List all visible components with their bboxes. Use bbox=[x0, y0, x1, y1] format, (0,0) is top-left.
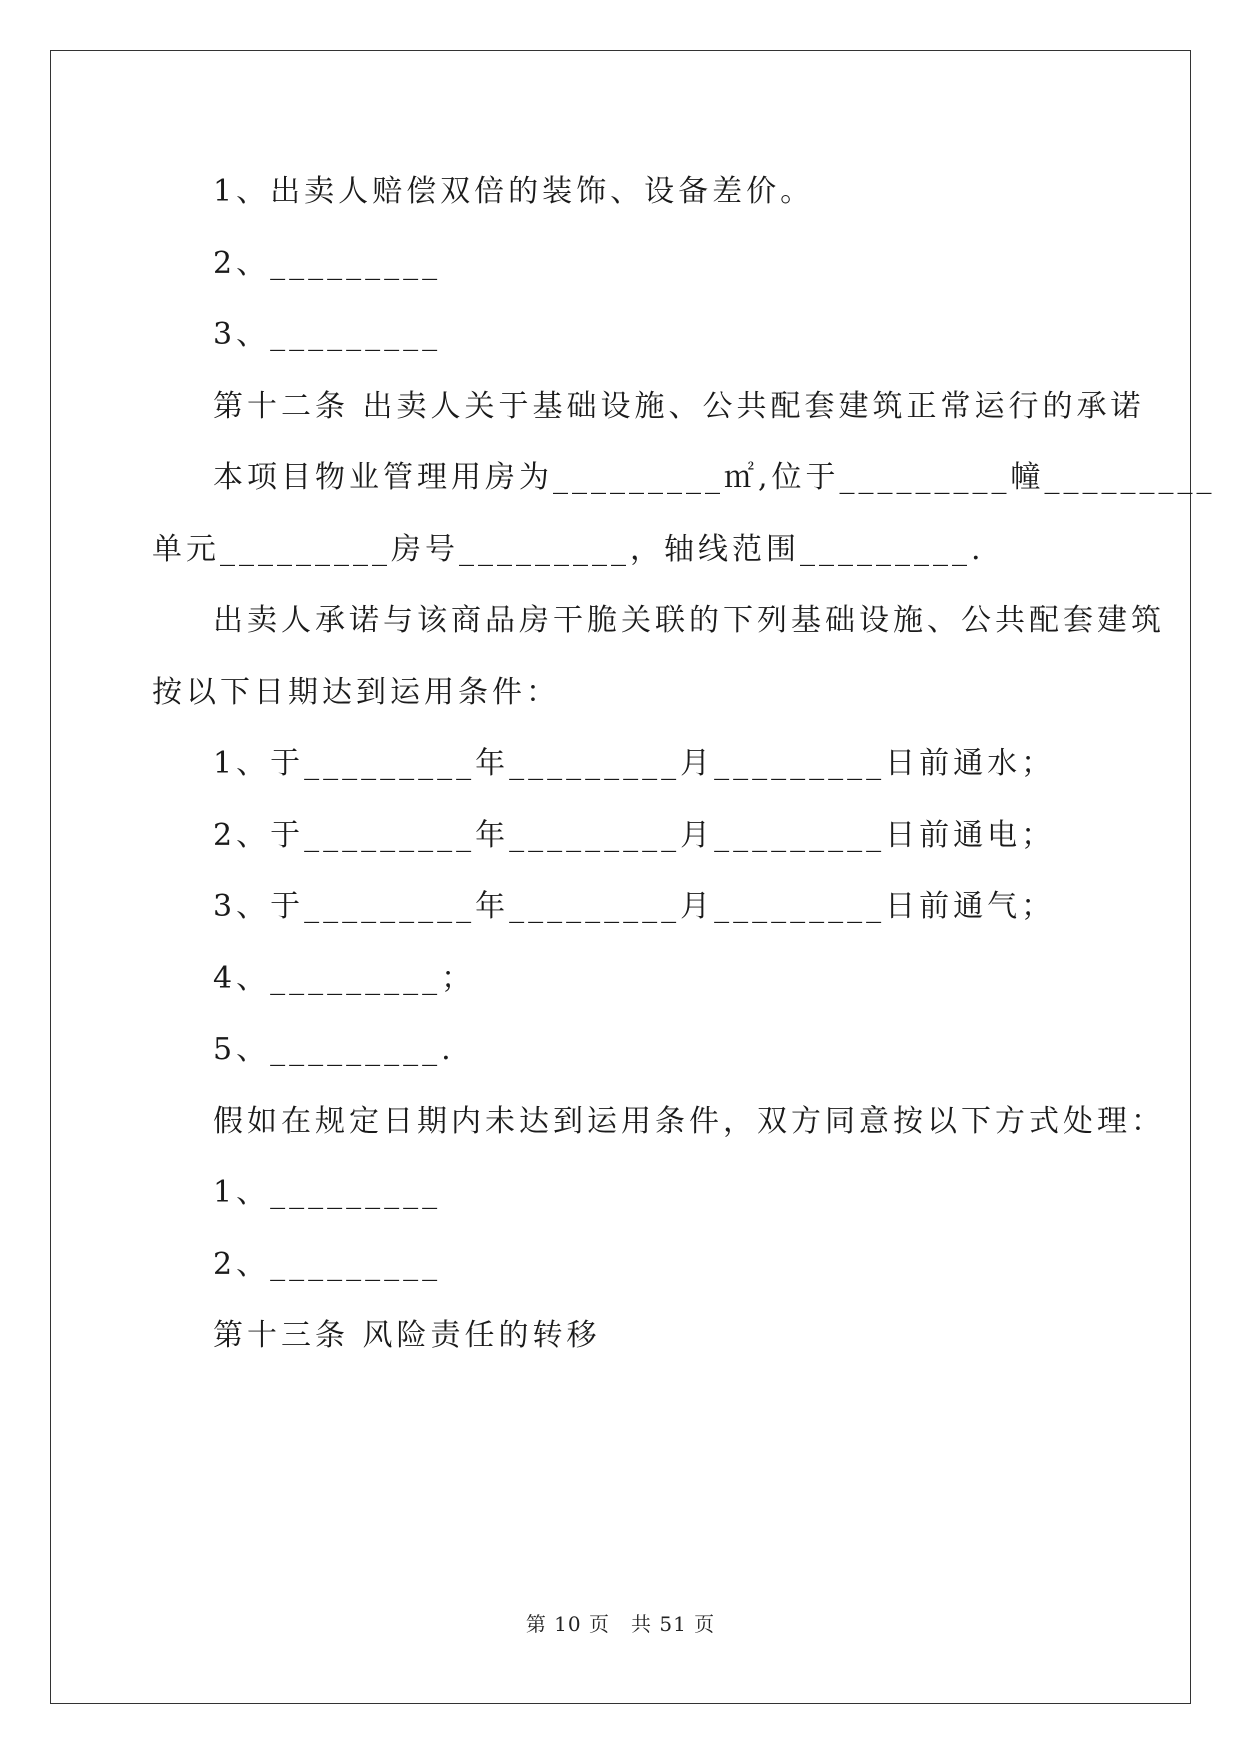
article-13-heading: 第十三条 风险责任的转移 bbox=[213, 1318, 601, 1353]
utility-item-gas: 3、于_________年_________月_________日前通气； bbox=[213, 889, 1056, 924]
delay-handling-item-1: 1、_________ bbox=[213, 1175, 442, 1210]
page-number: 第 10 页 共 51 页 bbox=[525, 1612, 716, 1636]
utility-item-5: 5、_________. bbox=[213, 1032, 455, 1067]
compensation-item-2: 2、_________ bbox=[213, 246, 442, 281]
property-room-line-1: 本项目物业管理用房为_________㎡,位于_________幢_________ bbox=[213, 460, 1216, 495]
delay-handling-item-2: 2、_________ bbox=[213, 1247, 442, 1282]
utility-item-electricity: 2、于_________年_________月_________日前通电； bbox=[213, 818, 1056, 853]
compensation-item-1: 1、出卖人赔偿双倍的装饰、设备差价。 bbox=[213, 174, 815, 209]
article-12-heading: 第十二条 出卖人关于基础设施、公共配套建筑正常运行的承诺 bbox=[213, 389, 1145, 424]
delay-handling-paragraph: 假如在规定日期内未达到运用条件，双方同意按以下方式处理： bbox=[213, 1104, 1165, 1139]
property-room-line-2: 单元_________房号_________，轴线范围_________. bbox=[152, 532, 985, 567]
utility-item-4: 4、_________； bbox=[213, 961, 476, 996]
facilities-promise-line-1: 出卖人承诺与该商品房干脆关联的下列基础设施、公共配套建筑 bbox=[213, 603, 1165, 638]
page-border bbox=[50, 50, 1191, 1704]
compensation-item-3: 3、_________ bbox=[213, 317, 442, 352]
facilities-promise-line-2: 按以下日期达到运用条件： bbox=[152, 675, 560, 710]
utility-item-water: 1、于_________年_________月_________日前通水； bbox=[213, 746, 1056, 781]
